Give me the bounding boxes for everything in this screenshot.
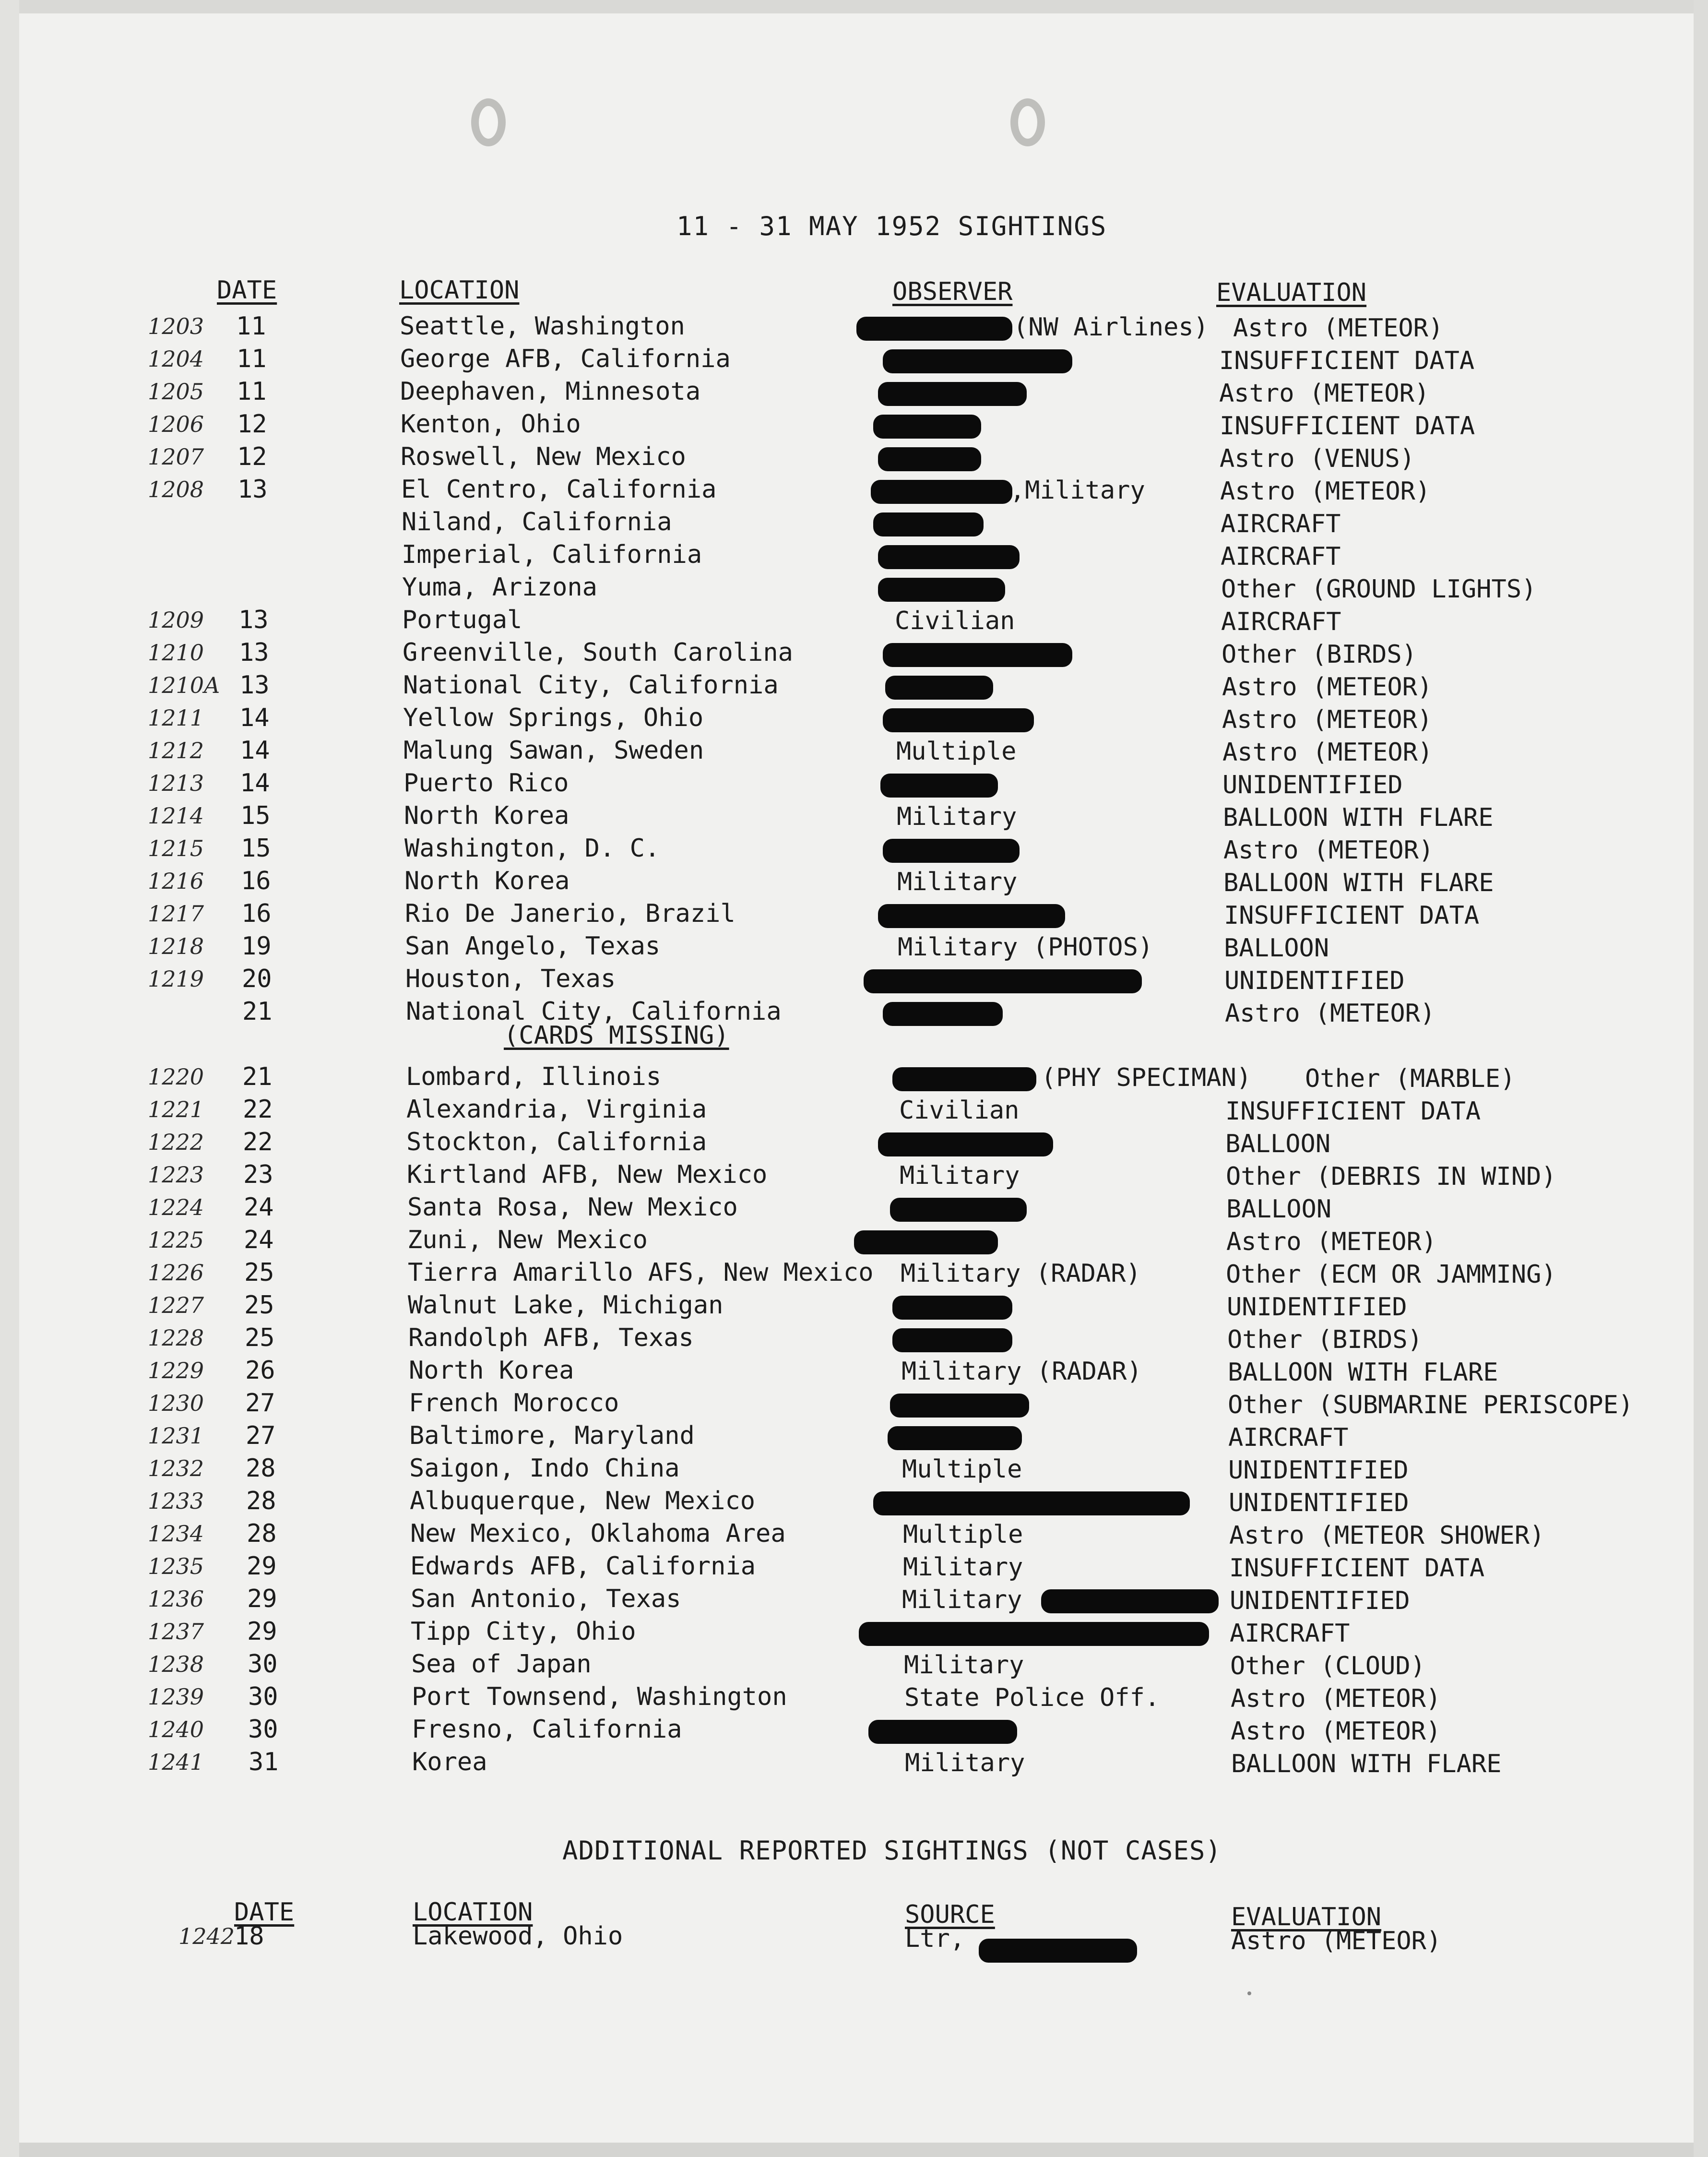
sighting-observer: Military bbox=[897, 802, 1017, 831]
redaction-bar bbox=[878, 545, 1020, 569]
sighting-date: 31 bbox=[249, 1748, 279, 1776]
case-number: 1239 bbox=[148, 1684, 204, 1710]
sighting-observer: Multiple bbox=[902, 1455, 1022, 1484]
sighting-location: Zuni, New Mexico bbox=[407, 1226, 648, 1254]
sighting-evaluation: INSUFFICIENT DATA bbox=[1224, 901, 1480, 930]
redaction-bar bbox=[871, 480, 1012, 504]
page-title: 11 - 31 MAY 1952 SIGHTINGS bbox=[676, 211, 1107, 241]
sighting-date: 23 bbox=[243, 1160, 273, 1189]
redaction-bar bbox=[878, 578, 1005, 602]
sighting-date: 19 bbox=[241, 932, 272, 961]
sighting-date: 11 bbox=[237, 377, 267, 406]
sighting-date: 30 bbox=[248, 1715, 278, 1744]
sighting-evaluation: Astro (METEOR) bbox=[1226, 1227, 1437, 1256]
sighting-location: Rio De Janerio, Brazil bbox=[405, 899, 735, 928]
sighting-date: 25 bbox=[244, 1258, 274, 1287]
sighting-evaluation: Other (BIRDS) bbox=[1222, 640, 1417, 669]
sighting-date: 11 bbox=[237, 345, 267, 373]
sighting-evaluation: BALLOON WITH FLARE bbox=[1231, 1750, 1502, 1778]
sighting-date: 14 bbox=[240, 736, 270, 765]
sighting-evaluation: AIRCRAFT bbox=[1230, 1619, 1350, 1648]
case-number: 1205 bbox=[148, 379, 204, 405]
sighting-date: 27 bbox=[246, 1421, 276, 1450]
sighting-location: Korea bbox=[412, 1748, 487, 1776]
sighting-location: San Angelo, Texas bbox=[405, 932, 661, 961]
case-number: 1207 bbox=[148, 444, 204, 470]
redaction-bar bbox=[1041, 1589, 1219, 1613]
sighting-location: Fresno, California bbox=[412, 1715, 682, 1744]
sighting-date: 14 bbox=[239, 703, 270, 732]
sighting-location: Portugal bbox=[402, 606, 522, 634]
scan-border-bottom bbox=[0, 2143, 1708, 2157]
sighting-observer: Military bbox=[905, 1749, 1025, 1777]
sighting-date: 22 bbox=[243, 1095, 273, 1124]
sighting-observer: Military bbox=[900, 1161, 1020, 1190]
punch-hole-left bbox=[471, 98, 506, 146]
sighting-date: 16 bbox=[241, 867, 271, 895]
case-number: 1234 bbox=[148, 1521, 204, 1547]
sighting-location: Deephaven, Minnesota bbox=[400, 377, 701, 406]
sighting-location: Lombard, Illinois bbox=[406, 1062, 662, 1091]
redaction-bar bbox=[868, 1720, 1017, 1744]
case-number: 1217 bbox=[148, 901, 204, 927]
redaction-bar bbox=[864, 969, 1142, 993]
sighting-date: 27 bbox=[245, 1389, 275, 1418]
header-observer: OBSERVER bbox=[892, 277, 1013, 306]
case-number: 1216 bbox=[148, 868, 204, 894]
sighting-location: Randolph AFB, Texas bbox=[408, 1323, 694, 1352]
sighting-location: Albuquerque, New Mexico bbox=[410, 1487, 756, 1515]
sighting-evaluation: AIRCRAFT bbox=[1221, 608, 1341, 636]
case-number: 1209 bbox=[148, 607, 204, 633]
sighting-evaluation: BALLOON bbox=[1225, 1130, 1331, 1158]
sighting-evaluation: Astro (METEOR) bbox=[1223, 836, 1434, 865]
sighting-date: 30 bbox=[248, 1650, 278, 1679]
sighting-evaluation: AIRCRAFT bbox=[1221, 510, 1341, 538]
sighting-evaluation: UNIDENTIFIED bbox=[1227, 1293, 1407, 1322]
case-number: 1227 bbox=[148, 1292, 204, 1318]
case-number: 1232 bbox=[148, 1455, 204, 1481]
sighting-observer: (PHY SPECIMAN) bbox=[1041, 1063, 1252, 1092]
sighting-location: Yuma, Arizona bbox=[402, 573, 597, 602]
redaction-bar bbox=[859, 1622, 1209, 1646]
sighting-location: Roswell, New Mexico bbox=[401, 442, 686, 471]
redaction-bar bbox=[892, 1328, 1012, 1352]
sighting-location: Stockton, California bbox=[406, 1128, 707, 1156]
cards-missing-note: (CARDS MISSING) bbox=[504, 1021, 729, 1050]
sighting-location: George AFB, California bbox=[400, 345, 731, 373]
sighting-location: North Korea bbox=[404, 801, 569, 830]
sighting-location: San Antonio, Texas bbox=[411, 1585, 681, 1613]
sighting-evaluation: Astro (METEOR) bbox=[1231, 1684, 1441, 1713]
sighting-location: New Mexico, Oklahoma Area bbox=[410, 1519, 786, 1548]
redaction-bar bbox=[878, 447, 981, 471]
sighting-date: 24 bbox=[244, 1193, 274, 1222]
sighting-location: Seattle, Washington bbox=[400, 312, 685, 341]
sighting-location: Washington, D. C. bbox=[404, 834, 660, 863]
scan-border-right bbox=[1694, 0, 1708, 2157]
additional-location: Lakewood, Ohio bbox=[413, 1922, 623, 1951]
sighting-evaluation: BALLOON WITH FLARE bbox=[1223, 803, 1494, 832]
sighting-date: 21 bbox=[242, 1062, 273, 1091]
redaction-bar bbox=[892, 1296, 1012, 1320]
sighting-observer: Multiple bbox=[896, 737, 1017, 766]
sighting-location: Kenton, Ohio bbox=[401, 410, 581, 439]
sighting-evaluation: UNIDENTIFIED bbox=[1224, 966, 1405, 995]
sighting-evaluation: AIRCRAFT bbox=[1221, 542, 1341, 571]
sighting-location: Yellow Springs, Ohio bbox=[403, 703, 704, 732]
case-number: 1236 bbox=[148, 1586, 204, 1612]
sighting-observer: Civilian bbox=[895, 607, 1015, 635]
redaction-bar bbox=[885, 676, 993, 700]
sighting-location: Santa Rosa, New Mexico bbox=[407, 1193, 738, 1222]
case-number: 1218 bbox=[148, 933, 204, 959]
sighting-date: 24 bbox=[244, 1226, 274, 1254]
sighting-date: 13 bbox=[239, 671, 270, 700]
sighting-evaluation: INSUFFICIENT DATA bbox=[1219, 346, 1475, 375]
case-number: 1233 bbox=[148, 1488, 204, 1514]
sighting-location: Houston, Texas bbox=[405, 965, 616, 993]
sighting-location: El Centro, California bbox=[401, 475, 717, 504]
redaction-bar bbox=[888, 1426, 1022, 1450]
sighting-date: 13 bbox=[237, 475, 268, 504]
case-number: 1212 bbox=[148, 738, 204, 763]
scan-speck bbox=[1247, 1991, 1251, 1995]
header-evaluation: EVALUATION bbox=[1216, 278, 1367, 307]
case-number: 1215 bbox=[148, 835, 204, 861]
sighting-observer: Military (RADAR) bbox=[901, 1259, 1141, 1288]
case-number: 1219 bbox=[148, 966, 204, 992]
sighting-location: North Korea bbox=[409, 1356, 574, 1385]
redaction-bar bbox=[883, 839, 1020, 863]
sighting-evaluation: BALLOON WITH FLARE bbox=[1228, 1358, 1498, 1387]
redaction-bar bbox=[890, 1394, 1029, 1418]
sighting-date: 15 bbox=[240, 801, 271, 830]
sighting-observer: State Police Off. bbox=[904, 1683, 1160, 1712]
sighting-evaluation: Astro (METEOR) bbox=[1219, 379, 1430, 408]
additional-case-number: 1242 bbox=[178, 1923, 235, 1949]
sighting-evaluation: Other (DEBRIS IN WIND) bbox=[1226, 1162, 1556, 1191]
sighting-observer: Military (PHOTOS) bbox=[898, 933, 1153, 962]
sighting-location: Alexandria, Virginia bbox=[406, 1095, 707, 1124]
sighting-evaluation: AIRCRAFT bbox=[1228, 1423, 1349, 1452]
sighting-observer: (NW Airlines) bbox=[1013, 313, 1209, 342]
sighting-location: Imperial, California bbox=[402, 540, 702, 569]
sighting-location: Saigon, Indo China bbox=[409, 1454, 680, 1483]
sighting-location: Greenville, South Carolina bbox=[403, 638, 793, 667]
sighting-evaluation: UNIDENTIFIED bbox=[1229, 1489, 1409, 1517]
sighting-location: Baltimore, Maryland bbox=[409, 1421, 695, 1450]
sighting-evaluation: BALLOON bbox=[1224, 934, 1329, 963]
sighting-date: 22 bbox=[243, 1128, 273, 1156]
sighting-evaluation: Other (SUBMARINE PERISCOPE) bbox=[1228, 1391, 1634, 1419]
redaction-bar bbox=[892, 1067, 1036, 1091]
sighting-location: Niland, California bbox=[402, 508, 672, 536]
sighting-location: Port Townsend, Washington bbox=[412, 1682, 787, 1711]
sighting-observer: ,Military bbox=[1010, 476, 1145, 505]
sighting-location: North Korea bbox=[404, 867, 570, 895]
case-number: 1203 bbox=[148, 313, 204, 339]
sighting-evaluation: Astro (VENUS) bbox=[1220, 444, 1415, 473]
sighting-evaluation: Other (GROUND LIGHTS) bbox=[1221, 575, 1537, 604]
sighting-location: National City, California bbox=[403, 671, 779, 700]
case-number: 1223 bbox=[148, 1162, 204, 1188]
sighting-date: 20 bbox=[242, 965, 272, 993]
case-number: 1210A bbox=[148, 672, 220, 698]
case-number: 1210 bbox=[148, 640, 204, 666]
additional-evaluation: Astro (METEOR) bbox=[1231, 1927, 1442, 1955]
redaction-bar bbox=[878, 1132, 1053, 1156]
sighting-location: Puerto Rico bbox=[403, 769, 569, 798]
redaction-bar bbox=[873, 512, 984, 536]
scan-border-left bbox=[0, 0, 19, 2157]
case-number: 1214 bbox=[148, 803, 204, 829]
case-number: 1241 bbox=[148, 1749, 204, 1775]
redaction-bar bbox=[873, 1491, 1190, 1515]
case-number: 1228 bbox=[148, 1325, 204, 1351]
sighting-date: 11 bbox=[236, 312, 266, 341]
redaction-bar bbox=[854, 1230, 998, 1254]
sighting-location: French Morocco bbox=[409, 1389, 619, 1418]
case-number: 1222 bbox=[148, 1129, 204, 1155]
sighting-evaluation: Other (CLOUD) bbox=[1230, 1652, 1425, 1680]
sighting-date: 12 bbox=[237, 442, 267, 471]
sighting-evaluation: Astro (METEOR) bbox=[1222, 705, 1433, 734]
sighting-date: 15 bbox=[241, 834, 271, 863]
additional-header-date: DATE bbox=[234, 1898, 295, 1927]
sighting-location: Malung Sawan, Sweden bbox=[403, 736, 704, 765]
redaction-bar bbox=[883, 349, 1072, 373]
sighting-evaluation: Other (BIRDS) bbox=[1227, 1325, 1423, 1354]
sighting-date: 12 bbox=[237, 410, 267, 439]
redaction-bar bbox=[883, 1002, 1003, 1026]
sighting-date: 14 bbox=[240, 769, 270, 798]
case-number: 1208 bbox=[148, 477, 204, 502]
case-number: 1225 bbox=[148, 1227, 204, 1253]
case-number: 1226 bbox=[148, 1260, 204, 1286]
case-number: 1237 bbox=[148, 1619, 204, 1645]
sighting-observer: Military bbox=[904, 1651, 1024, 1680]
sighting-evaluation: UNIDENTIFIED bbox=[1230, 1586, 1410, 1615]
sighting-date: 28 bbox=[247, 1519, 277, 1548]
sighting-observer: Civilian bbox=[899, 1096, 1020, 1125]
sighting-evaluation: INSUFFICIENT DATA bbox=[1225, 1097, 1481, 1126]
sighting-observer: Military bbox=[903, 1553, 1023, 1582]
redaction-bar bbox=[883, 643, 1072, 667]
sighting-location: Edwards AFB, California bbox=[410, 1552, 756, 1581]
redaction-bar bbox=[890, 1198, 1027, 1222]
sighting-date: 29 bbox=[247, 1585, 277, 1613]
sighting-evaluation: INSUFFICIENT DATA bbox=[1229, 1554, 1485, 1583]
case-number: 1238 bbox=[148, 1651, 204, 1677]
redaction-bar bbox=[979, 1939, 1137, 1963]
sighting-evaluation: Other (MARBLE) bbox=[1305, 1064, 1516, 1093]
sighting-observer: Military bbox=[902, 1585, 1022, 1614]
sighting-location: Sea of Japan bbox=[411, 1650, 592, 1679]
sighting-location: Tipp City, Ohio bbox=[411, 1617, 636, 1646]
sighting-observer: Military bbox=[897, 868, 1018, 896]
case-number: 1240 bbox=[148, 1716, 204, 1742]
sighting-date: 26 bbox=[245, 1356, 275, 1385]
sighting-date: 21 bbox=[242, 997, 273, 1026]
additional-sightings-title: ADDITIONAL REPORTED SIGHTINGS (NOT CASES) bbox=[562, 1835, 1222, 1866]
sighting-evaluation: Other (ECM OR JAMMING) bbox=[1226, 1260, 1556, 1289]
additional-header-source: SOURCE bbox=[905, 1900, 995, 1929]
header-date: DATE bbox=[217, 276, 277, 305]
case-number: 1206 bbox=[148, 411, 204, 437]
sighting-observer: Multiple bbox=[903, 1520, 1023, 1549]
sighting-evaluation: Astro (METEOR) bbox=[1231, 1717, 1441, 1746]
redaction-bar bbox=[856, 317, 1012, 341]
additional-header-location: LOCATION bbox=[413, 1898, 533, 1927]
additional-date: 18 bbox=[234, 1922, 264, 1951]
scan-border-top bbox=[0, 0, 1708, 13]
sighting-evaluation: BALLOON bbox=[1226, 1195, 1332, 1224]
additional-source: Ltr, bbox=[905, 1924, 965, 1953]
sighting-evaluation: Astro (METEOR) bbox=[1225, 999, 1435, 1028]
case-number: 1235 bbox=[148, 1553, 204, 1579]
case-number: 1229 bbox=[148, 1358, 204, 1383]
redaction-bar bbox=[883, 708, 1034, 732]
sighting-location: Tierra Amarillo AFS, New Mexico bbox=[408, 1258, 874, 1287]
sighting-evaluation: UNIDENTIFIED bbox=[1228, 1456, 1409, 1485]
sighting-evaluation: BALLOON WITH FLARE bbox=[1223, 869, 1494, 897]
sighting-date: 13 bbox=[239, 638, 269, 667]
redaction-bar bbox=[873, 415, 981, 439]
case-number: 1231 bbox=[148, 1423, 204, 1449]
sighting-date: 16 bbox=[241, 899, 272, 928]
sighting-location: Kirtland AFB, New Mexico bbox=[407, 1160, 768, 1189]
sighting-observer: Military (RADAR) bbox=[901, 1357, 1142, 1386]
sighting-location: Walnut Lake, Michigan bbox=[408, 1291, 724, 1320]
sighting-date: 30 bbox=[248, 1682, 278, 1711]
sighting-date: 28 bbox=[246, 1487, 276, 1515]
sighting-evaluation: UNIDENTIFIED bbox=[1222, 771, 1403, 799]
additional-header-evaluation: EVALUATION bbox=[1231, 1903, 1382, 1931]
redaction-bar bbox=[880, 774, 998, 798]
sighting-date: 29 bbox=[247, 1617, 277, 1646]
header-location: LOCATION bbox=[399, 276, 520, 305]
redaction-bar bbox=[878, 904, 1065, 928]
sighting-evaluation: INSUFFICIENT DATA bbox=[1220, 412, 1475, 441]
sighting-date: 25 bbox=[244, 1291, 274, 1320]
sighting-date: 28 bbox=[246, 1454, 276, 1483]
case-number: 1221 bbox=[148, 1096, 204, 1122]
sighting-evaluation: Astro (METEOR SHOWER) bbox=[1229, 1521, 1545, 1550]
sighting-evaluation: Astro (METEOR) bbox=[1222, 673, 1433, 702]
case-number: 1224 bbox=[148, 1194, 204, 1220]
punch-hole-right bbox=[1010, 98, 1045, 146]
case-number: 1213 bbox=[148, 770, 204, 796]
sighting-location: National City, California bbox=[406, 997, 782, 1026]
sighting-date: 25 bbox=[245, 1323, 275, 1352]
sighting-evaluation: Astro (METEOR) bbox=[1233, 314, 1444, 343]
case-number: 1204 bbox=[148, 346, 204, 372]
sighting-evaluation: Astro (METEOR) bbox=[1220, 477, 1431, 506]
sighting-date: 29 bbox=[247, 1552, 277, 1581]
case-number: 1211 bbox=[148, 705, 204, 731]
redaction-bar bbox=[878, 382, 1027, 406]
sighting-evaluation: Astro (METEOR) bbox=[1222, 738, 1433, 767]
case-number: 1230 bbox=[148, 1390, 204, 1416]
sighting-date: 13 bbox=[238, 606, 269, 634]
case-number: 1220 bbox=[148, 1064, 204, 1090]
